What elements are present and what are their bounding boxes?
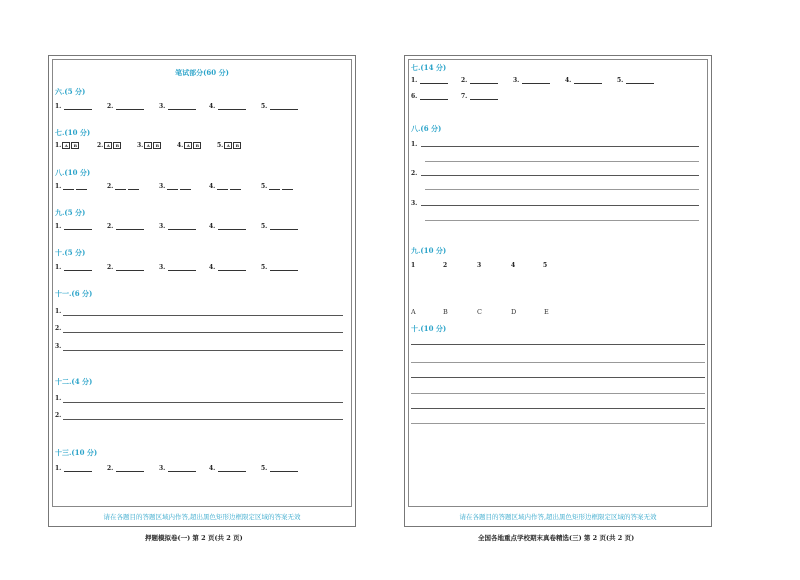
left-s7-q3[interactable]: 3. A B: [137, 142, 161, 149]
left-s6-q3[interactable]: 3.: [159, 103, 196, 110]
right-s8-answer-line-1a[interactable]: [421, 146, 699, 147]
right-s10-line-6[interactable]: [411, 423, 705, 424]
left-s13-q5[interactable]: 5.: [261, 465, 298, 472]
left-s8-q1[interactable]: 1.: [55, 183, 87, 190]
left-s9-q2[interactable]: 2.: [107, 223, 144, 230]
right-s9-num-4: 4: [511, 262, 516, 269]
right-s9-letter-e: E: [544, 308, 549, 316]
right-s9-num-2: 2: [443, 262, 448, 269]
right-s9-letter-b: B: [443, 308, 448, 316]
left-s6-q1[interactable]: 1.: [55, 103, 92, 110]
left-answer-area: [52, 59, 352, 507]
right-s7-q7[interactable]: 7.: [461, 93, 498, 100]
left-s6-q5[interactable]: 5.: [261, 103, 298, 110]
left-s10-q2[interactable]: 2.: [107, 264, 144, 271]
right-section-10-label: 十.(10 分): [411, 324, 447, 333]
left-s12-answer-line-1[interactable]: [63, 402, 343, 403]
right-s8-answer-line-3a[interactable]: [421, 205, 699, 206]
right-s9-letter-c: C: [477, 308, 482, 316]
left-footer: 押题模拟卷(一) 第 2 页(共 2 页): [145, 534, 243, 542]
left-s11-q2: 2.: [55, 325, 62, 332]
left-s13-q4[interactable]: 4.: [209, 465, 246, 472]
left-s12-q2: 2.: [55, 412, 62, 419]
left-s8-q5[interactable]: 5.: [261, 183, 293, 190]
left-title: 笔试部分(60 分): [175, 68, 229, 77]
left-section-12-label: 十二.(4 分): [55, 377, 93, 386]
left-s8-q4[interactable]: 4.: [209, 183, 241, 190]
left-s11-q3: 3.: [55, 343, 62, 350]
left-section-6-label: 六.(5 分): [55, 87, 86, 96]
left-s11-answer-line-2[interactable]: [63, 332, 343, 333]
left-s6-q2[interactable]: 2.: [107, 103, 144, 110]
left-section-7-label: 七.(10 分): [55, 128, 91, 137]
left-section-8-label: 八.(10 分): [55, 168, 91, 177]
right-s9-letter-d: D: [511, 308, 517, 316]
left-s7-q1[interactable]: 1. A B: [55, 142, 79, 149]
left-s10-q5[interactable]: 5.: [261, 264, 298, 271]
right-s10-line-4[interactable]: [411, 393, 705, 394]
left-answer-sheet: [48, 55, 356, 527]
left-s13-q1[interactable]: 1.: [55, 465, 92, 472]
left-section-9-label: 九.(5 分): [55, 208, 86, 217]
right-answer-area: [408, 59, 708, 507]
left-s6-q4[interactable]: 4.: [209, 103, 246, 110]
right-s10-line-5[interactable]: [411, 408, 705, 409]
left-s7-q5[interactable]: 5. A B: [217, 142, 241, 149]
left-s11-answer-line-1[interactable]: [63, 315, 343, 316]
right-s7-q2[interactable]: 2.: [461, 77, 498, 84]
right-s7-q4[interactable]: 4.: [565, 77, 602, 84]
right-s9-letter-a: A: [411, 308, 416, 316]
right-s10-line-1[interactable]: [411, 344, 705, 345]
left-s9-q3[interactable]: 3.: [159, 223, 196, 230]
right-s8-answer-line-3b[interactable]: [425, 220, 699, 221]
left-s10-q1[interactable]: 1.: [55, 264, 92, 271]
left-section-10-label: 十.(5 分): [55, 248, 86, 257]
right-s8-answer-line-2b[interactable]: [425, 189, 699, 190]
right-s7-q5[interactable]: 5.: [617, 77, 654, 84]
right-s8-q3: 3.: [411, 200, 418, 207]
right-s10-line-2[interactable]: [411, 362, 705, 363]
left-s9-q1[interactable]: 1.: [55, 223, 92, 230]
left-s13-q3[interactable]: 3.: [159, 465, 196, 472]
right-s8-answer-line-2a[interactable]: [421, 175, 699, 176]
right-s7-q3[interactable]: 3.: [513, 77, 550, 84]
right-notice: 请在各题目的答题区域内作答,超出黑色矩形边框限定区域的答案无效: [459, 513, 657, 521]
left-section-13-label: 十三.(10 分): [55, 448, 98, 457]
right-s8-answer-line-1b[interactable]: [425, 161, 699, 162]
left-s8-q3[interactable]: 3.: [159, 183, 191, 190]
left-s7-q2[interactable]: 2. A B: [97, 142, 121, 149]
left-s8-q2[interactable]: 2.: [107, 183, 139, 190]
left-s11-q1: 1.: [55, 308, 62, 315]
right-s9-num-3: 3: [477, 262, 482, 269]
right-s10-line-3[interactable]: [411, 377, 705, 378]
left-s11-answer-line-3[interactable]: [63, 350, 343, 351]
left-s10-q4[interactable]: 4.: [209, 264, 246, 271]
right-footer: 全国各地重点学校期末真卷精选(三) 第 2 页(共 2 页): [478, 534, 635, 542]
right-section-7-label: 七.(14 分): [411, 63, 447, 72]
left-s12-q1: 1.: [55, 395, 62, 402]
left-s12-answer-line-2[interactable]: [63, 419, 343, 420]
left-notice: 请在各题目的答题区域内作答,超出黑色矩形边框限定区域的答案无效: [103, 513, 301, 521]
right-s7-q6[interactable]: 6.: [411, 93, 448, 100]
right-s7-q1[interactable]: 1.: [411, 77, 448, 84]
left-s9-q4[interactable]: 4.: [209, 223, 246, 230]
left-s7-q4[interactable]: 4. A B: [177, 142, 201, 149]
right-section-8-label: 八.(6 分): [411, 124, 442, 133]
right-s9-num-1: 1: [411, 262, 416, 269]
left-s9-q5[interactable]: 5.: [261, 223, 298, 230]
right-answer-sheet: [404, 55, 712, 527]
left-s13-q2[interactable]: 2.: [107, 465, 144, 472]
right-s9-num-5: 5: [543, 262, 548, 269]
right-s8-q2: 2.: [411, 170, 418, 177]
right-section-9-label: 九.(10 分): [411, 246, 447, 255]
left-s10-q3[interactable]: 3.: [159, 264, 196, 271]
right-s8-q1: 1.: [411, 141, 418, 148]
left-section-11-label: 十一.(6 分): [55, 289, 93, 298]
